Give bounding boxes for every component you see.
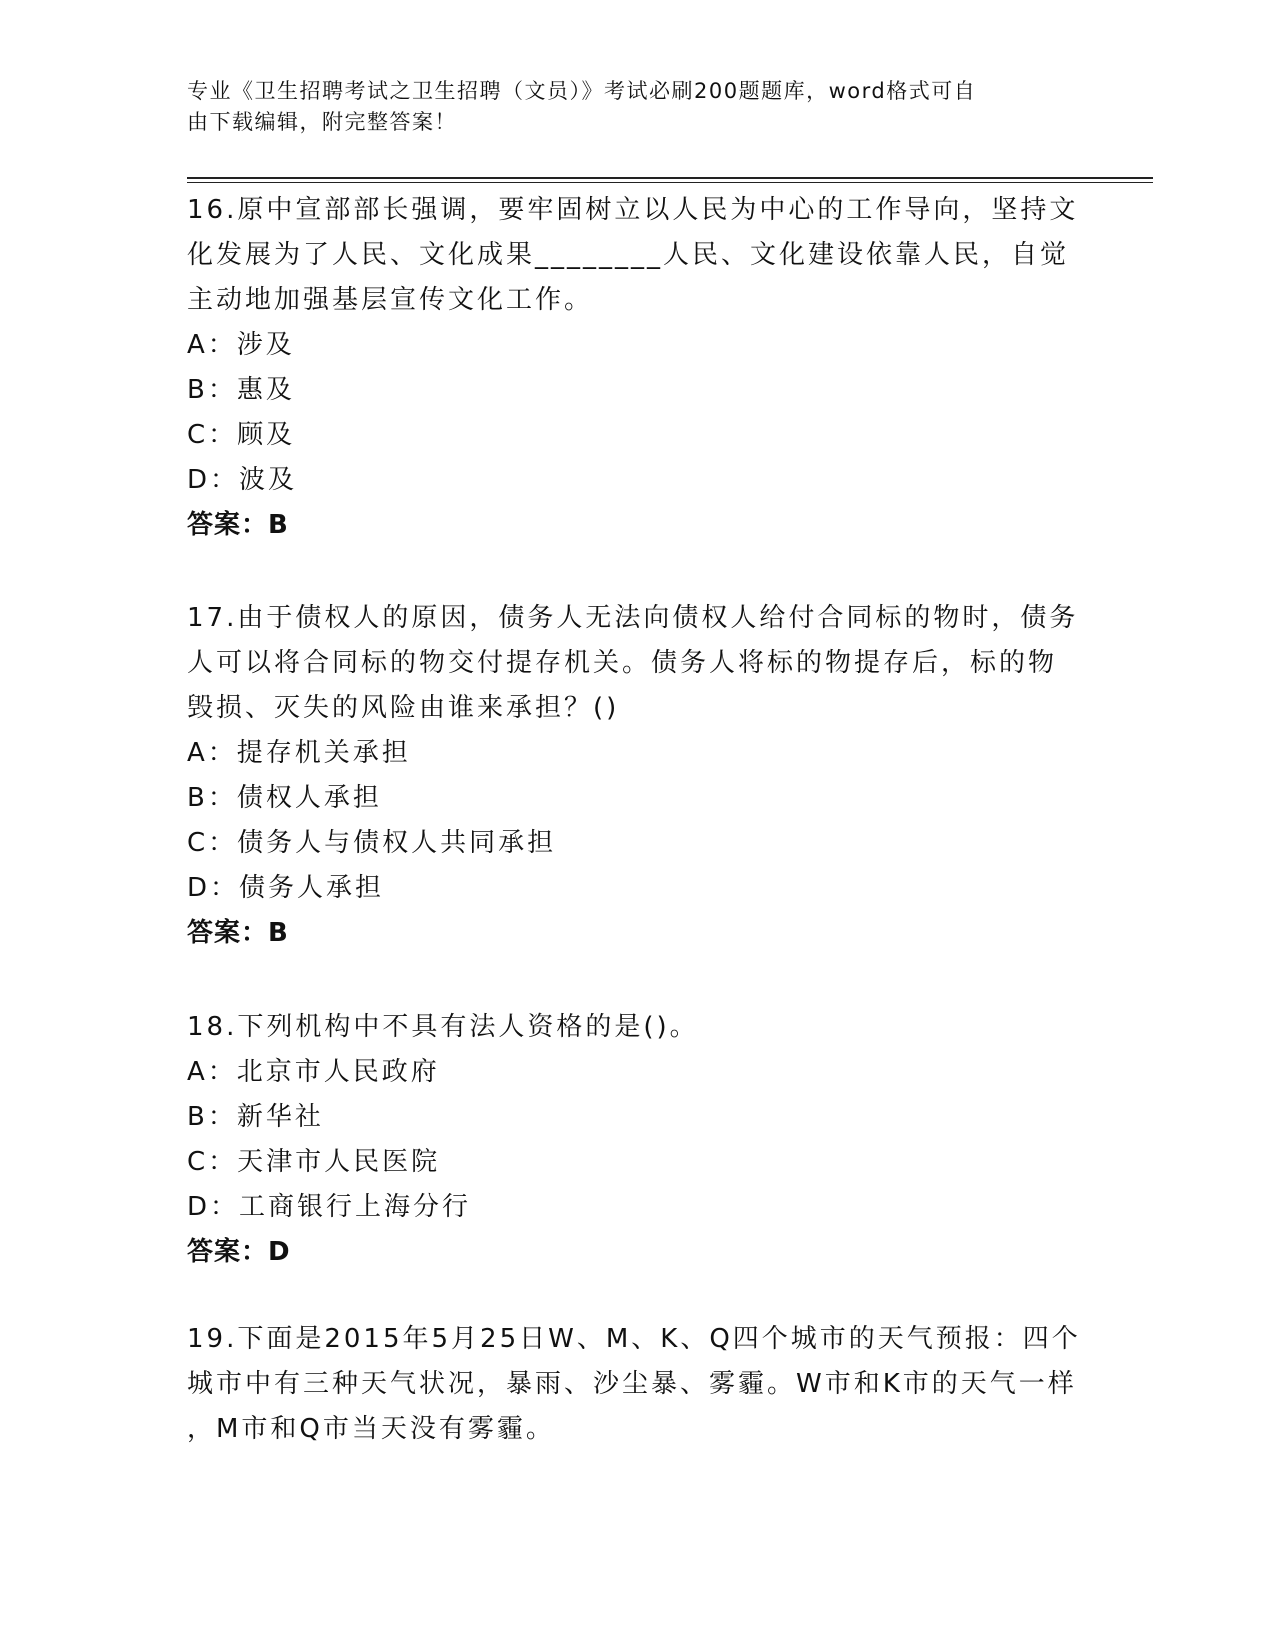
question-stem-line: 主动地加强基层宣传文化工作。: [187, 285, 594, 315]
option-c: C：天津市人民医院: [187, 1147, 441, 1177]
answer: 答案：D: [187, 1237, 291, 1267]
option-b: B：债权人承担: [187, 783, 382, 813]
option-c: C：顾及: [187, 420, 296, 450]
question-19: [187, 1317, 1087, 1452]
question-stem-line: 城市中有三种天气状况，暴雨、沙尘暴、雾霾。W市和K市的天气一样: [187, 1369, 1077, 1399]
option-c: C：债务人与债权人共同承担: [187, 828, 557, 858]
question-18: [187, 1005, 1087, 1275]
question-17: [187, 596, 1087, 956]
document-header: [187, 76, 1067, 138]
question-stem-line: 19.下面是2015年5月25日W、M、K、Q四个城市的天气预报：四个: [187, 1324, 1081, 1354]
answer: 答案：B: [187, 918, 289, 948]
question-16: [187, 188, 1087, 548]
question-stem-line: 16.原中宣部部长强调，要牢固树立以人民为中心的工作导向，坚持文: [187, 195, 1079, 225]
option-b: B：新华社: [187, 1102, 324, 1132]
question-stem-line: 毁损、灭失的风险由谁来承担？(): [187, 693, 620, 723]
question-stem-line: 18.下列机构中不具有法人资格的是()。: [187, 1012, 699, 1042]
option-a: A：提存机关承担: [187, 738, 411, 768]
question-stem-line: 17.由于债权人的原因，债务人无法向债权人给付合同标的物时，债务: [187, 603, 1079, 633]
option-a: A：北京市人民政府: [187, 1057, 440, 1087]
question-stem-line: 人可以将合同标的物交付提存机关。债务人将标的物提存后，标的物: [187, 648, 1058, 678]
option-a: A：涉及: [187, 330, 295, 360]
option-b: B：惠及: [187, 375, 295, 405]
question-stem-line: ，M市和Q市当天没有雾霾。: [187, 1414, 555, 1444]
question-stem-line: 化发展为了人民、文化成果________人民、文化建设依靠人民，自觉: [187, 240, 1070, 270]
option-d: D：债务人承担: [187, 873, 385, 903]
header-line-1: 专业《卫生招聘考试之卫生招聘（文员）》考试必刷200题题库，word格式可自: [187, 79, 977, 103]
header-rule-thin: [187, 182, 1153, 183]
header-line-2: 由下载编辑，附完整答案！: [187, 110, 457, 134]
answer: 答案：B: [187, 510, 289, 540]
option-d: D：波及: [187, 465, 298, 495]
header-rule-thick: [187, 177, 1153, 179]
option-d: D：工商银行上海分行: [187, 1192, 472, 1222]
